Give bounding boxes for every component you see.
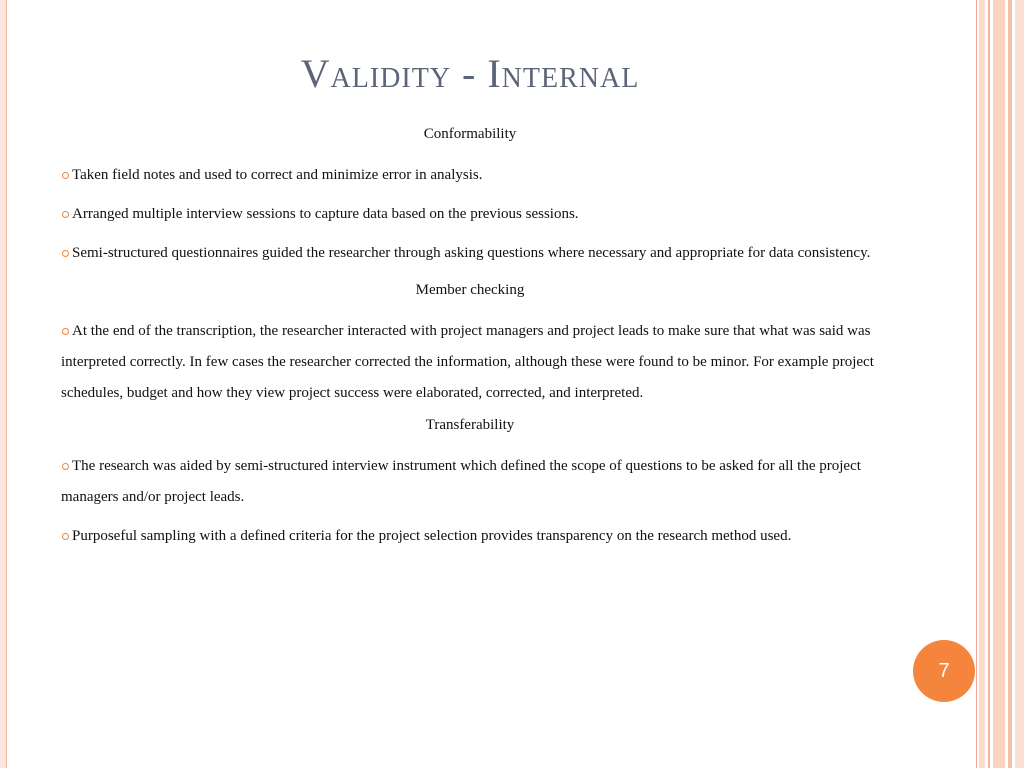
- stripe: [1008, 0, 1012, 768]
- section-heading-transferability: Transferability: [425, 417, 515, 433]
- bullet-item: [61, 316, 879, 409]
- bullet-text: At the end of the transcription, the researcher interacted with project managers and project leads to make sure that what was said was interpreted correctly. In few cases the researcher corrected the information, although these were found to be minor. For example project schedules, budget and how they view project success were elaborated, corrected, and interpreted.: [61, 323, 874, 401]
- bullet-item: [61, 451, 879, 513]
- bullet-text: Purposeful sampling with a defined criteria for the project selection provides transparency on the research method used.: [72, 528, 792, 544]
- stripe: [979, 0, 985, 768]
- section-heading-conformability: Conformability: [423, 126, 517, 142]
- slide-content: [61, 121, 879, 560]
- stripe: [1015, 0, 1024, 768]
- bullet-item: [61, 160, 879, 191]
- stripe: [993, 0, 1005, 768]
- bullet-circle-icon: [62, 328, 69, 335]
- stripe: [988, 0, 990, 768]
- bullet-circle-icon: [62, 463, 69, 470]
- bullet-text: Semi-structured questionnaires guided the researcher through asking questions where necessary and appropriate for data consistency.: [72, 245, 871, 261]
- bullet-circle-icon: [62, 533, 69, 540]
- bullet-circle-icon: [62, 250, 69, 257]
- bullet-text: Arranged multiple interview sessions to capture data based on the previous sessions.: [72, 206, 579, 222]
- decorative-stripes: [976, 0, 1024, 768]
- bullet-text: Taken field notes and used to correct and minimize error in analysis.: [72, 167, 483, 183]
- bullet-item: [61, 521, 879, 552]
- bullet-circle-icon: [62, 172, 69, 179]
- section-heading-member-checking: Member checking: [415, 282, 525, 298]
- bullet-text: The research was aided by semi-structured interview instrument which defined the scope of questions to be asked for all the project managers and/or project leads.: [61, 458, 861, 505]
- bullet-item: [61, 238, 879, 269]
- page-number-badge: 7: [913, 640, 975, 702]
- bullet-item: [61, 199, 879, 230]
- bullet-circle-icon: [62, 211, 69, 218]
- stripe: [976, 0, 977, 768]
- slide-title: Validity - Internal: [300, 51, 640, 96]
- left-frame-border: [0, 0, 7, 768]
